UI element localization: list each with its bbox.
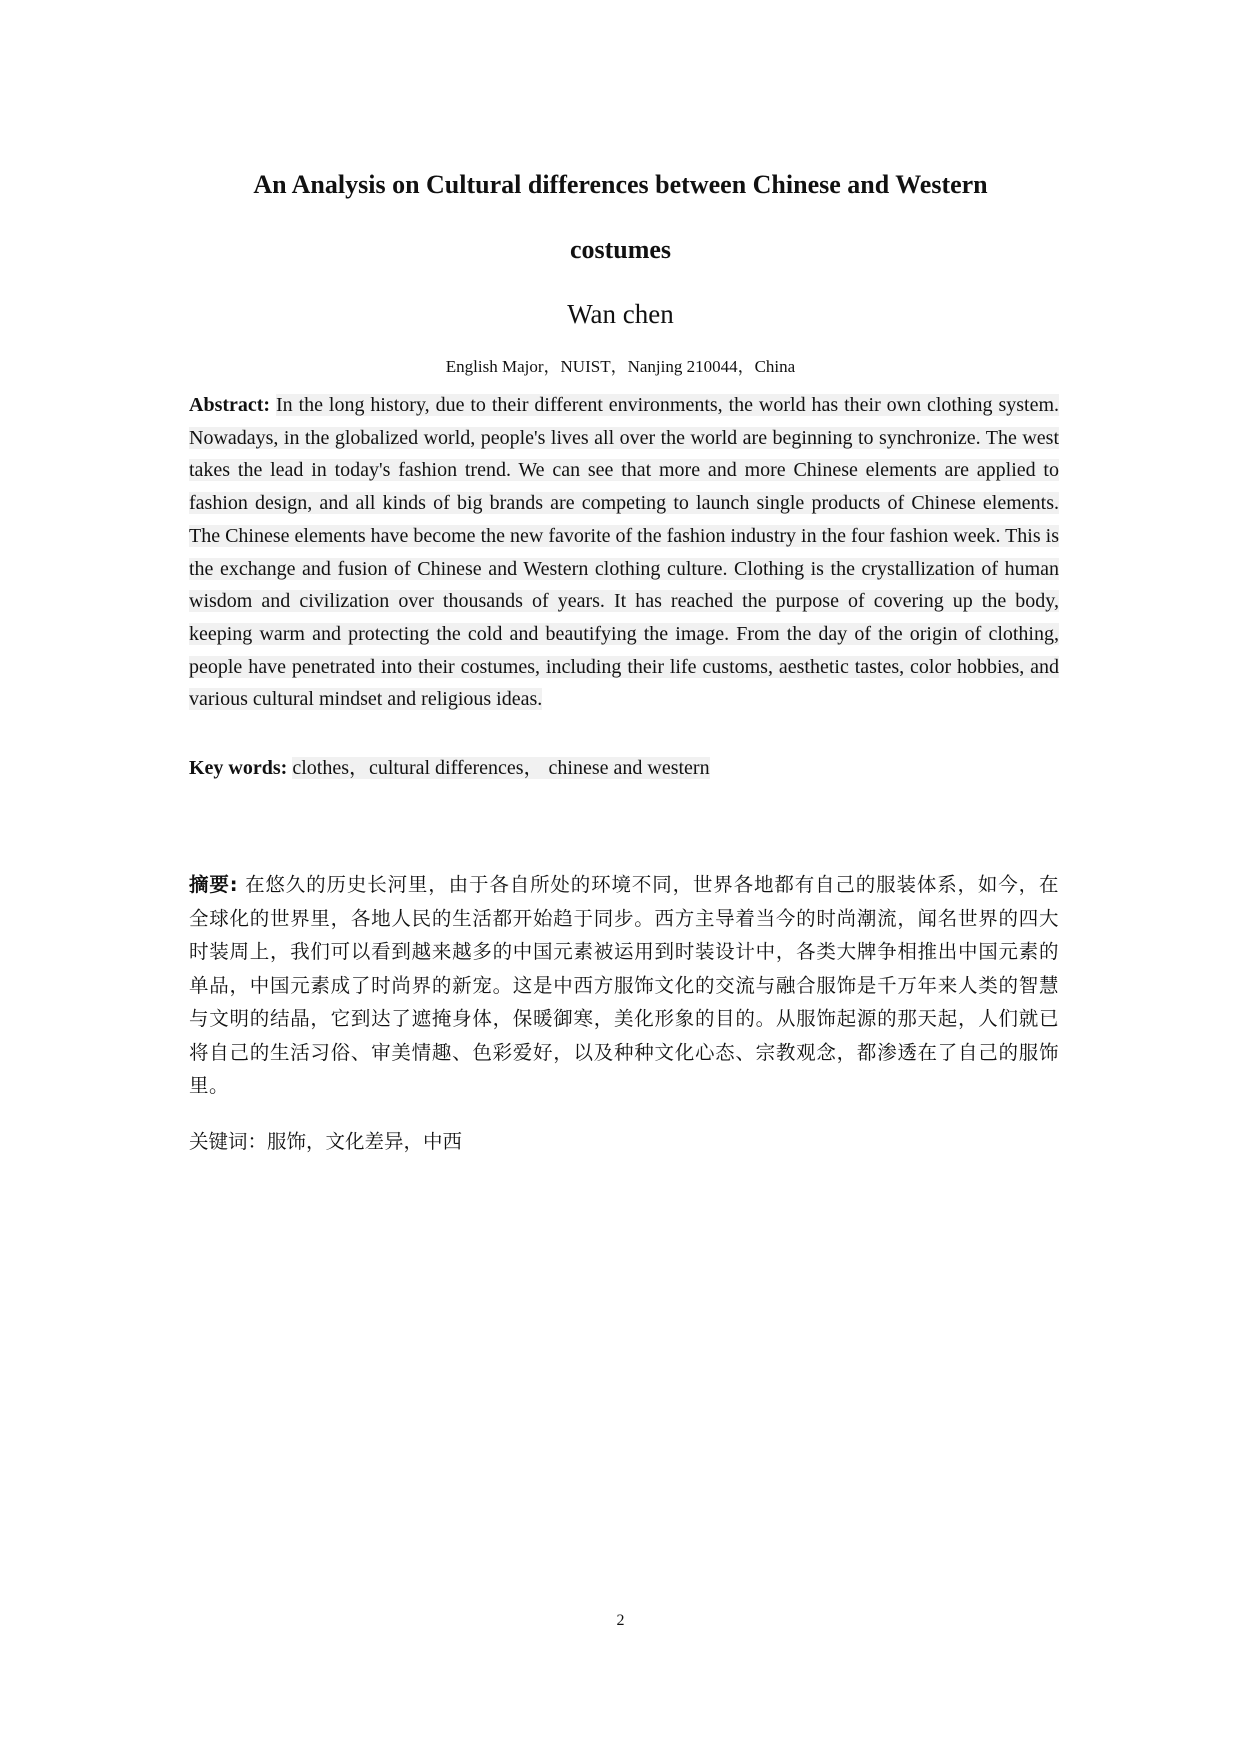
keywords-english: [189, 754, 710, 782]
page-number: 2: [616, 1612, 625, 1629]
keywords-chinese: [189, 1128, 462, 1156]
abstract-chinese: [189, 868, 1059, 1103]
abstract-english: [189, 389, 1059, 716]
paper-title-line-1: An Analysis on Cultural differences between Chinese and Western: [253, 170, 988, 199]
abstract-label: Abstract:: [189, 394, 271, 416]
abstract-text: In the long history, due to their different environments, the world has their own clothing system. Nowadays, in the globalized world, people's lives all over the world are beginning to synchronize. The west takes the lead in today's fashion trend. We can see that more and more Chinese elements are applied to fashion design, and all kinds of big brands are competing to launch single products of Chinese elements. The Chinese elements have become the new favorite of the fashion industry in the four fashion week. This is the exchange and fusion of Chinese and Western clothing culture. Clothing is the crystallization of human wisdom and civilization over thousands of years. It has reached the purpose of covering up the body, keeping warm and protecting the cold and beautifying the image. From the day of the origin of clothing, people have penetrated into their costumes, including their life customs, aesthetic tastes, color hobbies, and various cultural mindset and religious ideas.: [189, 394, 1060, 711]
abstract-chinese-label: 摘要:: [189, 873, 239, 896]
keywords-label: Key words:: [189, 757, 288, 779]
keywords-text: clothes，cultural differences， chinese and western: [292, 757, 710, 779]
author-affiliation: English Major，NUIST，Nanjing 210044，China: [445, 357, 796, 376]
author-name: Wan chen: [567, 299, 674, 329]
abstract-chinese-text: 在悠久的历史长河里，由于各自所处的环境不同，世界各地都有自己的服装体系，如今，在全球化的世界里，各地人民的生活都开始趋于同步。西方主导着当今的时尚潮流，闻名世界的四大时装周上，我们可以看到越来越多的中国元素被运用到时装设计中，各类大牌争相推出中国元素的单品，中国元素成了时尚界的新宠。这是中西方服饰文化的交流与融合服饰是千万年来人类的智慧与文明的结晶，它到达了遮掩身体，保暖御寒，美化形象的目的。从服饰起源的那天起，人们就已将自己的生活习俗、审美情趣、色彩爱好，以及种种文化心态、宗教观念，都渗透在了自己的服饰里。: [189, 873, 1059, 1097]
keywords-chinese-text: 服饰，文化差异，中西: [267, 1130, 463, 1153]
paper-title-line-2: costumes: [569, 235, 672, 264]
keywords-chinese-label: 关键词：: [189, 1130, 268, 1153]
